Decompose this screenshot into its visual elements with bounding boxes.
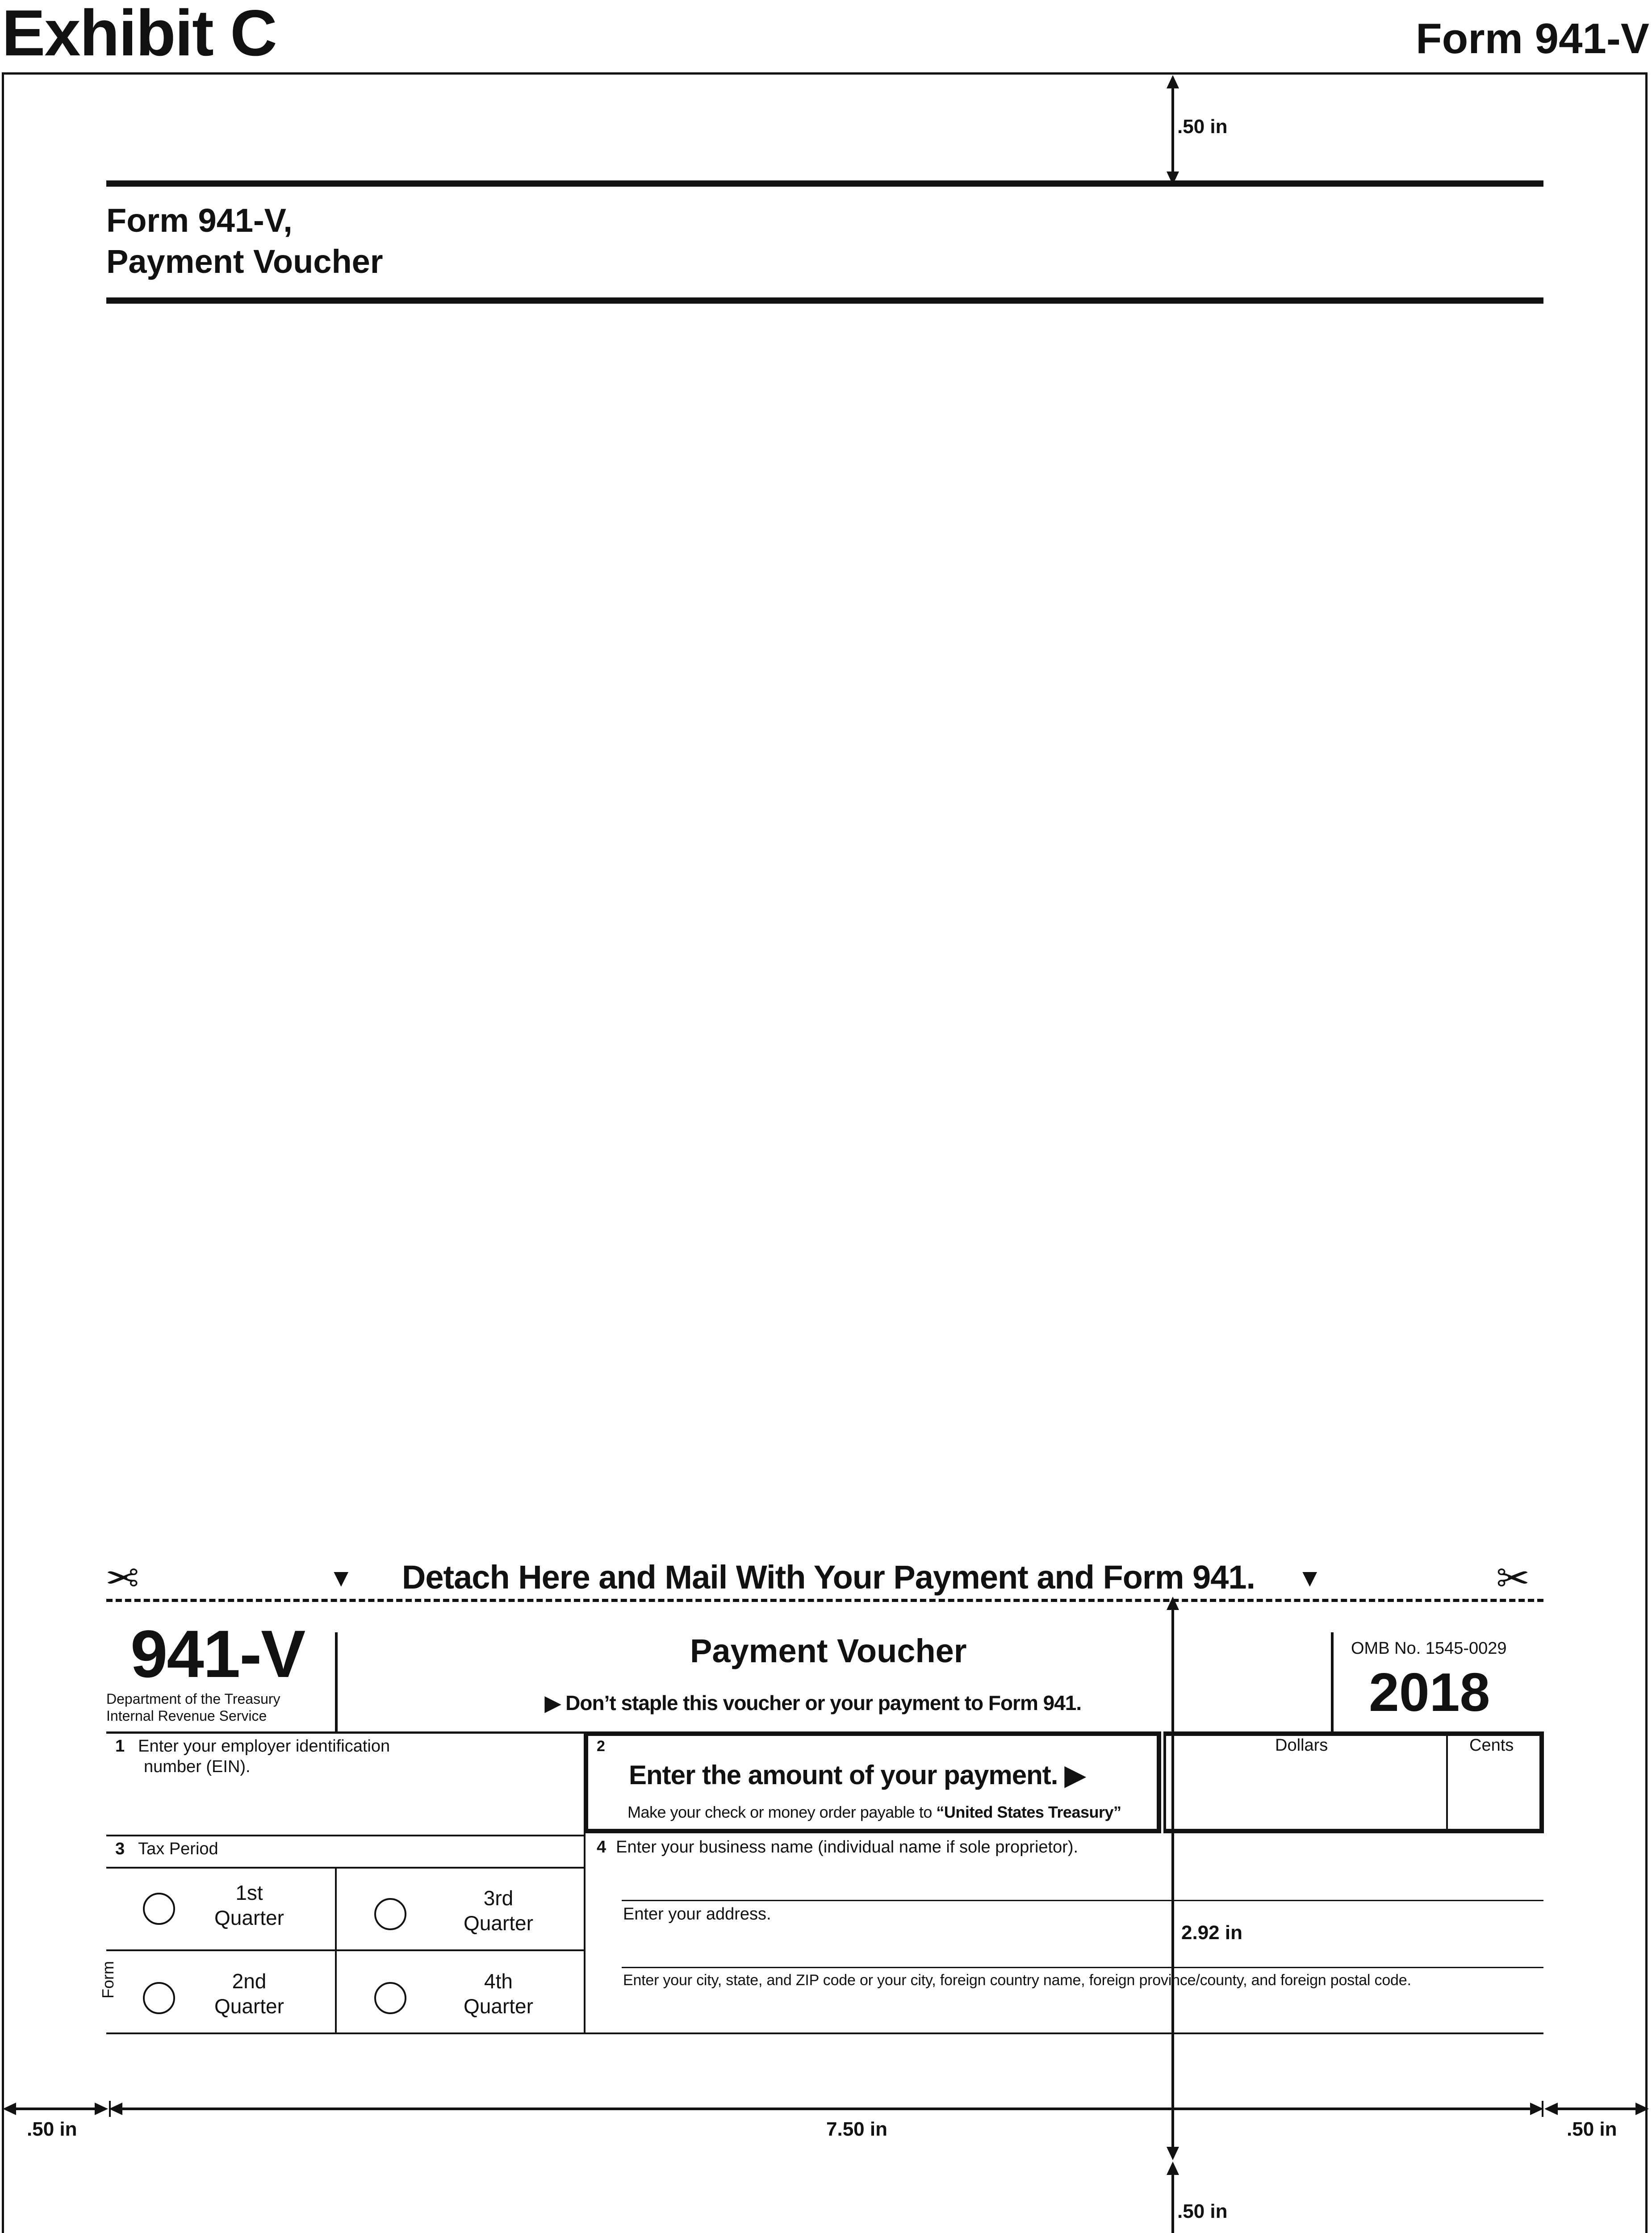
line1-text-a: Enter your employer identification (138, 1737, 390, 1756)
dollars-label: Dollars (1275, 1736, 1328, 1755)
voucher-height-dimension-arrow (1161, 1597, 1184, 2160)
line4-address-label: Enter your address. (623, 1905, 771, 1924)
quarter-3rd-label (454, 1886, 543, 1936)
quarter-3rd-word: Quarter (464, 1911, 533, 1935)
form-side-label: Form (99, 1961, 117, 1999)
dept-line1: Department of the Treasury (106, 1691, 280, 1707)
tax-year: 2018 (1369, 1662, 1490, 1723)
line3-header-rule (106, 1867, 585, 1869)
top-margin-label: .50 in (1177, 116, 1228, 138)
payable-payee: “United States Treasury” (936, 1803, 1121, 1821)
quarter-1st-label (205, 1880, 294, 1930)
exhibit-title: Exhibit C (2, 0, 276, 69)
detach-instruction: Detach Here and Mail With Your Payment and Form 941. (401, 1559, 1255, 1596)
omb-number: OMB No. 1545-0029 (1351, 1639, 1507, 1658)
width-dimension-arrow (109, 2099, 1543, 2119)
voucher-title: Payment Voucher (690, 1632, 967, 1669)
ein-input-field[interactable] (106, 1780, 582, 1833)
form-label-top-right: Form 941-V (1416, 15, 1649, 63)
quarter-3rd-ordinal: 3rd (483, 1886, 514, 1910)
line1-ein-label (115, 1736, 390, 1756)
header-divider-right (1331, 1632, 1334, 1733)
line2-enter-amount: Enter the amount of your payment. ▶ (629, 1760, 1085, 1790)
quarter-4th-ordinal: 4th (484, 1970, 513, 1993)
scissors-right-icon: ✂ (1496, 1556, 1530, 1601)
quarter-1st-radio[interactable] (143, 1893, 175, 1925)
right-margin-dimension-arrow (1544, 2099, 1649, 2119)
voucher-height-label: 2.92 in (1181, 1922, 1242, 1944)
width-label: 7.50 in (826, 2118, 887, 2140)
quarter-2nd-radio[interactable] (143, 1982, 175, 2014)
no-staple-instruction: ▶ Don’t staple this voucher or your payment to Form 941. (545, 1691, 1082, 1714)
line2-payable-note (627, 1804, 1121, 1820)
address-field[interactable] (622, 1926, 1158, 1965)
line3-top-rule (106, 1835, 585, 1836)
line3-right-border (584, 1833, 586, 2033)
top-form-title (106, 200, 383, 282)
bottom-margin-dimension-arrow (1161, 2162, 1184, 2233)
quarter-4th-word: Quarter (464, 1995, 533, 2018)
quarter-2nd-label (205, 1969, 294, 2019)
cents-divider (1446, 1733, 1448, 1832)
detach-dashed-line (106, 1599, 1543, 1602)
header-divider-left (335, 1632, 338, 1733)
dollars-input-field[interactable] (1168, 1757, 1445, 1829)
business-name-field[interactable] (622, 1860, 1542, 1898)
line4-address-rule (622, 1967, 1543, 1968)
line1-number: 1 (115, 1737, 125, 1756)
dept-treasury (106, 1690, 280, 1724)
voucher-bottom-rule (106, 2032, 1543, 2034)
line1-text-b: number (EIN). (144, 1757, 251, 1776)
quarter-1st-ordinal: 1st (235, 1881, 263, 1904)
left-margin-label: .50 in (27, 2118, 77, 2140)
dept-line2: Internal Revenue Service (106, 1708, 267, 1724)
quarter-divider-horizontal (106, 1949, 585, 1951)
cents-label: Cents (1469, 1736, 1514, 1755)
arrow-down-right-icon: ▼ (1297, 1564, 1322, 1592)
line3-number: 3 (115, 1840, 125, 1858)
line3-text: Tax Period (138, 1840, 218, 1858)
left-margin-dimension-arrow (3, 2099, 108, 2119)
cents-input-field[interactable] (1449, 1757, 1539, 1829)
line3-label (115, 1839, 218, 1859)
quarter-4th-radio[interactable] (374, 1982, 406, 2014)
scissors-left-icon: ✂ (105, 1556, 139, 1601)
quarter-3rd-radio[interactable] (374, 1898, 406, 1930)
top-rule-lower (106, 297, 1543, 304)
line4-city-label: Enter your city, state, and ZIP code or your city, foreign country name, foreign province/county, and foreign postal code. (623, 1972, 1411, 1989)
top-rule-upper (106, 180, 1543, 187)
line4-name-rule (622, 1900, 1543, 1901)
top-form-title-line2: Payment Voucher (106, 243, 383, 280)
line2-number: 2 (597, 1738, 605, 1755)
top-form-title-line1: Form 941-V, (106, 202, 293, 239)
city-state-zip-field[interactable] (622, 1992, 1542, 2031)
arrow-down-left-icon: ▼ (329, 1564, 354, 1592)
payable-prefix: Make your check or money order payable to (627, 1803, 937, 1821)
quarter-4th-label (454, 1969, 543, 2019)
line4-number: 4 (597, 1838, 606, 1857)
quarter-1st-word: Quarter (214, 1906, 284, 1929)
header-bottom-rule (106, 1731, 586, 1734)
bottom-margin-label: .50 in (1177, 2200, 1228, 2222)
right-margin-label: .50 in (1567, 2118, 1617, 2140)
quarter-2nd-ordinal: 2nd (232, 1970, 267, 1993)
voucher-form-number: 941-V (130, 1616, 305, 1691)
line4-name-text: Enter your business name (individual name if sole proprietor). (616, 1838, 1079, 1857)
quarter-2nd-word: Quarter (214, 1995, 284, 2018)
line4-name-label (597, 1837, 1078, 1857)
